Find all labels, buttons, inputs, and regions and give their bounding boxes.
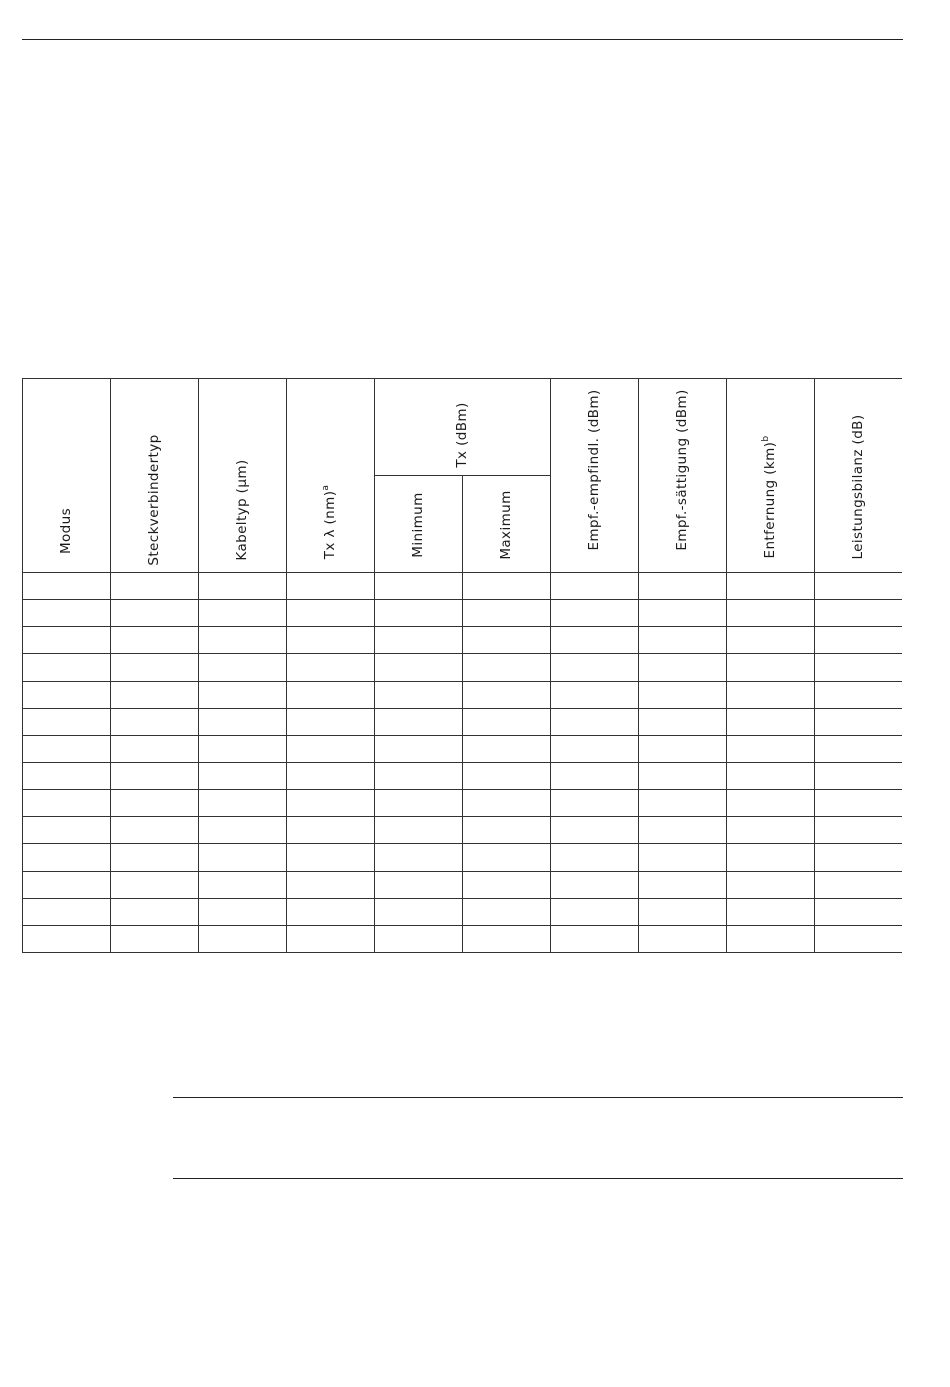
table-cell <box>22 572 110 599</box>
table-cell <box>198 653 286 680</box>
table-cell <box>814 653 902 680</box>
table-cell <box>814 816 902 843</box>
table-cell <box>814 626 902 653</box>
table-cell <box>22 762 110 789</box>
table-cell <box>638 626 726 653</box>
header-entfernung <box>726 378 814 572</box>
table-cell <box>22 653 110 680</box>
table-cell <box>198 816 286 843</box>
table-cell <box>814 708 902 735</box>
table-cell <box>726 925 814 952</box>
table-cell <box>550 898 638 925</box>
table-cell <box>286 871 374 898</box>
table-cell <box>286 762 374 789</box>
table-cell <box>550 816 638 843</box>
table-cell <box>638 816 726 843</box>
table-cell <box>462 871 550 898</box>
table-cell <box>814 735 902 762</box>
table-cell <box>198 925 286 952</box>
table-cell <box>198 735 286 762</box>
table-cell <box>374 871 462 898</box>
header-kabeltyp-label: Kabeltyp (µm) <box>234 459 250 561</box>
table-cell <box>462 681 550 708</box>
table-cell <box>814 572 902 599</box>
table-cell <box>462 708 550 735</box>
table-cell <box>550 626 638 653</box>
table-cell <box>198 789 286 816</box>
table-cell <box>286 925 374 952</box>
header-empf-empfindl <box>550 378 638 572</box>
table-cell <box>638 871 726 898</box>
table-cell <box>374 762 462 789</box>
table-cell <box>462 762 550 789</box>
table-cell <box>374 599 462 626</box>
table-cell <box>198 871 286 898</box>
table-cell <box>638 735 726 762</box>
table-cell <box>286 681 374 708</box>
header-leistungsbilanz-label: Leistungsbilanz (dB) <box>850 414 866 560</box>
table-cell <box>286 653 374 680</box>
header-empf-empfindl-label: Empf.-empfindl. (dBm) <box>586 389 602 551</box>
table-cell <box>22 735 110 762</box>
table-cell <box>374 735 462 762</box>
table-cell <box>550 789 638 816</box>
table-cell <box>110 816 198 843</box>
table-cell <box>22 599 110 626</box>
table-cell <box>726 871 814 898</box>
table-cell <box>110 681 198 708</box>
header-empf-saettigung <box>638 378 726 572</box>
table-cell <box>198 599 286 626</box>
table-cell <box>814 681 902 708</box>
table-cell <box>374 898 462 925</box>
header-minimum-label: Minimum <box>410 492 426 558</box>
table-cell <box>110 843 198 870</box>
table-cell <box>638 708 726 735</box>
table-cell <box>22 871 110 898</box>
header-tx-lambda-label <box>322 485 338 560</box>
table-cell <box>814 789 902 816</box>
table-cell <box>726 789 814 816</box>
header-kabeltyp <box>198 378 286 572</box>
table-cell <box>550 653 638 680</box>
table-cell <box>726 708 814 735</box>
table-cell <box>462 599 550 626</box>
table-cell <box>22 708 110 735</box>
table-cell <box>110 789 198 816</box>
table-cell <box>638 599 726 626</box>
table-cell <box>726 626 814 653</box>
table-cell <box>198 843 286 870</box>
table-cell <box>286 572 374 599</box>
table-cell <box>550 708 638 735</box>
header-maximum <box>462 475 550 572</box>
table-cell <box>22 789 110 816</box>
table-cell <box>638 681 726 708</box>
footnote-marker-a: a <box>321 484 331 491</box>
table-cell <box>22 626 110 653</box>
table-cell <box>462 653 550 680</box>
table-cell <box>814 871 902 898</box>
header-steckverbindertyp-label: Steckverbindertyp <box>146 434 162 566</box>
table-cell <box>286 789 374 816</box>
table-cell <box>22 816 110 843</box>
header-modus-label: Modus <box>58 507 74 555</box>
table-cell <box>726 816 814 843</box>
table-cell <box>726 572 814 599</box>
header-entfernung-label <box>762 436 778 559</box>
table-cell <box>462 898 550 925</box>
table-cell <box>286 708 374 735</box>
header-tx-lambda <box>286 378 374 572</box>
table-cell <box>726 735 814 762</box>
table-cell <box>726 843 814 870</box>
table-cell <box>286 599 374 626</box>
table-cell <box>638 653 726 680</box>
table-cell <box>550 925 638 952</box>
table-cell <box>550 599 638 626</box>
table-cell <box>726 762 814 789</box>
table-cell <box>726 599 814 626</box>
table-cell <box>462 626 550 653</box>
table-cell <box>638 789 726 816</box>
header-tx-dbm-label: Tx (dBm) <box>454 402 470 468</box>
header-empf-saettigung-label: Empf.-sättigung (dBm) <box>674 389 690 551</box>
table-cell <box>550 681 638 708</box>
table-cell <box>638 762 726 789</box>
table-cell <box>638 572 726 599</box>
table-cell <box>22 843 110 870</box>
table-cell <box>198 708 286 735</box>
table-cell <box>286 816 374 843</box>
table-cell <box>638 925 726 952</box>
table-cell <box>638 843 726 870</box>
header-modus <box>22 378 110 572</box>
table-cell <box>374 626 462 653</box>
table-cell <box>462 789 550 816</box>
table-cell <box>110 735 198 762</box>
table-cell <box>550 762 638 789</box>
table-cell <box>110 599 198 626</box>
header-steckverbindertyp <box>110 378 198 572</box>
table-cell <box>462 735 550 762</box>
page-header-rule <box>22 39 903 40</box>
table-cell <box>110 572 198 599</box>
table-cell <box>110 626 198 653</box>
table-cell <box>638 898 726 925</box>
table-cell <box>814 898 902 925</box>
table-cell <box>198 898 286 925</box>
table-cell <box>374 843 462 870</box>
header-leistungsbilanz <box>814 378 902 572</box>
table-cell <box>22 898 110 925</box>
header-maximum-label: Maximum <box>498 490 514 560</box>
table-cell <box>198 626 286 653</box>
header-tx-lambda-text: Tx λ (nm) <box>322 490 338 560</box>
header-tx-dbm <box>374 378 550 475</box>
table-cell <box>462 572 550 599</box>
table-cell <box>286 843 374 870</box>
table-cell <box>286 626 374 653</box>
table-cell <box>286 735 374 762</box>
table-cell <box>726 653 814 680</box>
table-cell <box>550 871 638 898</box>
header-minimum <box>374 475 462 572</box>
table-cell <box>198 572 286 599</box>
table-cell <box>550 735 638 762</box>
table-cell <box>726 681 814 708</box>
table-cell <box>814 762 902 789</box>
table-cell <box>462 925 550 952</box>
footnote-rule-bottom <box>173 1178 903 1179</box>
table-cell <box>814 925 902 952</box>
table-cell <box>286 898 374 925</box>
table-cell <box>726 898 814 925</box>
table-cell <box>110 708 198 735</box>
table-cell <box>814 599 902 626</box>
table-cell <box>550 572 638 599</box>
table-cell <box>814 843 902 870</box>
table-cell <box>22 681 110 708</box>
table-cell <box>110 925 198 952</box>
footnote-marker-b: b <box>761 435 771 442</box>
header-entfernung-text: Entfernung (km) <box>762 441 778 559</box>
table-cell <box>22 925 110 952</box>
table-cell <box>374 925 462 952</box>
table-cell <box>198 681 286 708</box>
table-cell <box>198 762 286 789</box>
table-cell <box>110 653 198 680</box>
footnote-rule-top <box>173 1097 903 1098</box>
table-cell <box>462 843 550 870</box>
table-cell <box>374 789 462 816</box>
table-cell <box>110 871 198 898</box>
table-cell <box>110 762 198 789</box>
transceiver-spec-table <box>22 378 902 952</box>
table-cell <box>374 708 462 735</box>
table-cell <box>462 816 550 843</box>
table-cell <box>550 843 638 870</box>
table-border-bottom <box>22 952 902 953</box>
table-cell <box>374 681 462 708</box>
table-cell <box>374 816 462 843</box>
table-cell <box>374 653 462 680</box>
table-cell <box>110 898 198 925</box>
table-border-top <box>22 378 902 379</box>
table-cell <box>374 572 462 599</box>
